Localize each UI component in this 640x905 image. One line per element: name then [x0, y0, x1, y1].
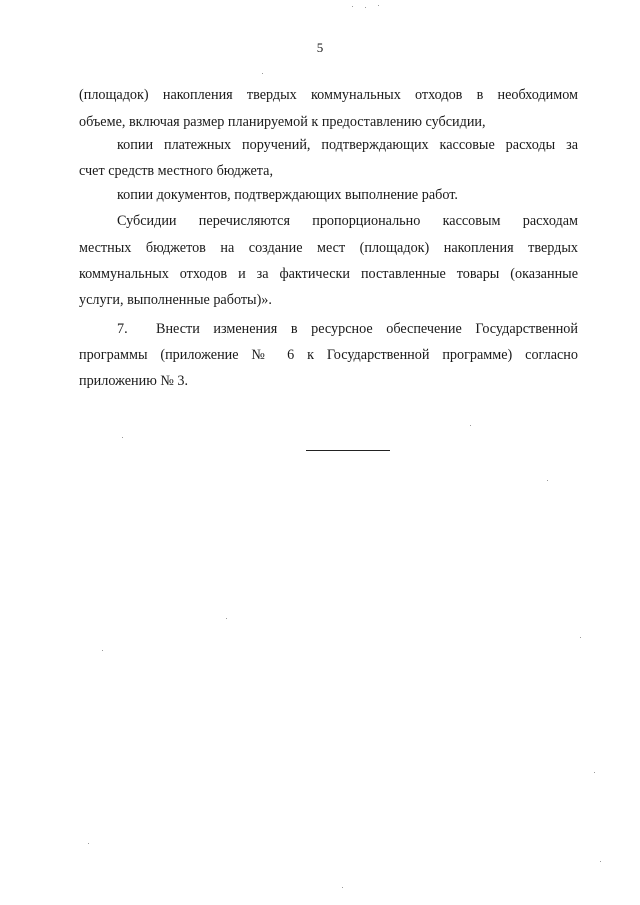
scan-speck — [352, 6, 353, 7]
scan-speck — [378, 5, 379, 6]
paragraph-line: (площадок) накопления твердых коммунальных отходов в необходимом — [79, 87, 578, 103]
paragraph-line: коммунальных отходов и за фактически поставленные товары (оказанные — [79, 266, 578, 282]
scan-speck — [226, 618, 227, 619]
paragraph-line: местных бюджетов на создание мест (площадок) накопления твердых — [79, 240, 578, 256]
scan-speck — [102, 650, 103, 651]
paragraph-line: копии документов, подтверждающих выполнение работ. — [117, 187, 458, 203]
paragraph-line: счет средств местного бюджета, — [79, 163, 274, 179]
paragraph-line: услуги, выполненные работы)». — [79, 292, 272, 308]
paragraph-line: приложению № 3. — [79, 373, 189, 389]
paragraph-line: объеме, включая размер планируемой к предоставлению субсидии, — [79, 114, 486, 130]
scan-speck — [594, 772, 595, 773]
list-item-number: 7. — [117, 321, 128, 337]
paragraph-line: копии платежных поручений, подтверждающих кассовые расходы за — [117, 137, 578, 153]
end-of-text-rule — [306, 450, 390, 451]
paragraph-line: Субсидии перечисляются пропорционально кассовым расходам — [117, 213, 578, 229]
page-number: 5 — [316, 40, 324, 55]
scan-speck — [600, 861, 601, 862]
scan-speck — [365, 7, 366, 8]
scan-speck — [547, 480, 548, 481]
scan-speck — [470, 425, 471, 426]
scan-speck — [342, 887, 343, 888]
scan-speck — [580, 637, 581, 638]
scan-speck — [88, 843, 89, 844]
scan-speck — [262, 73, 263, 74]
scan-speck — [122, 437, 123, 438]
paragraph-line: Внести изменения в ресурсное обеспечение Государственной — [156, 321, 578, 337]
paragraph-line: программы (приложение № 6 к Государственной программе) согласно — [79, 347, 578, 363]
